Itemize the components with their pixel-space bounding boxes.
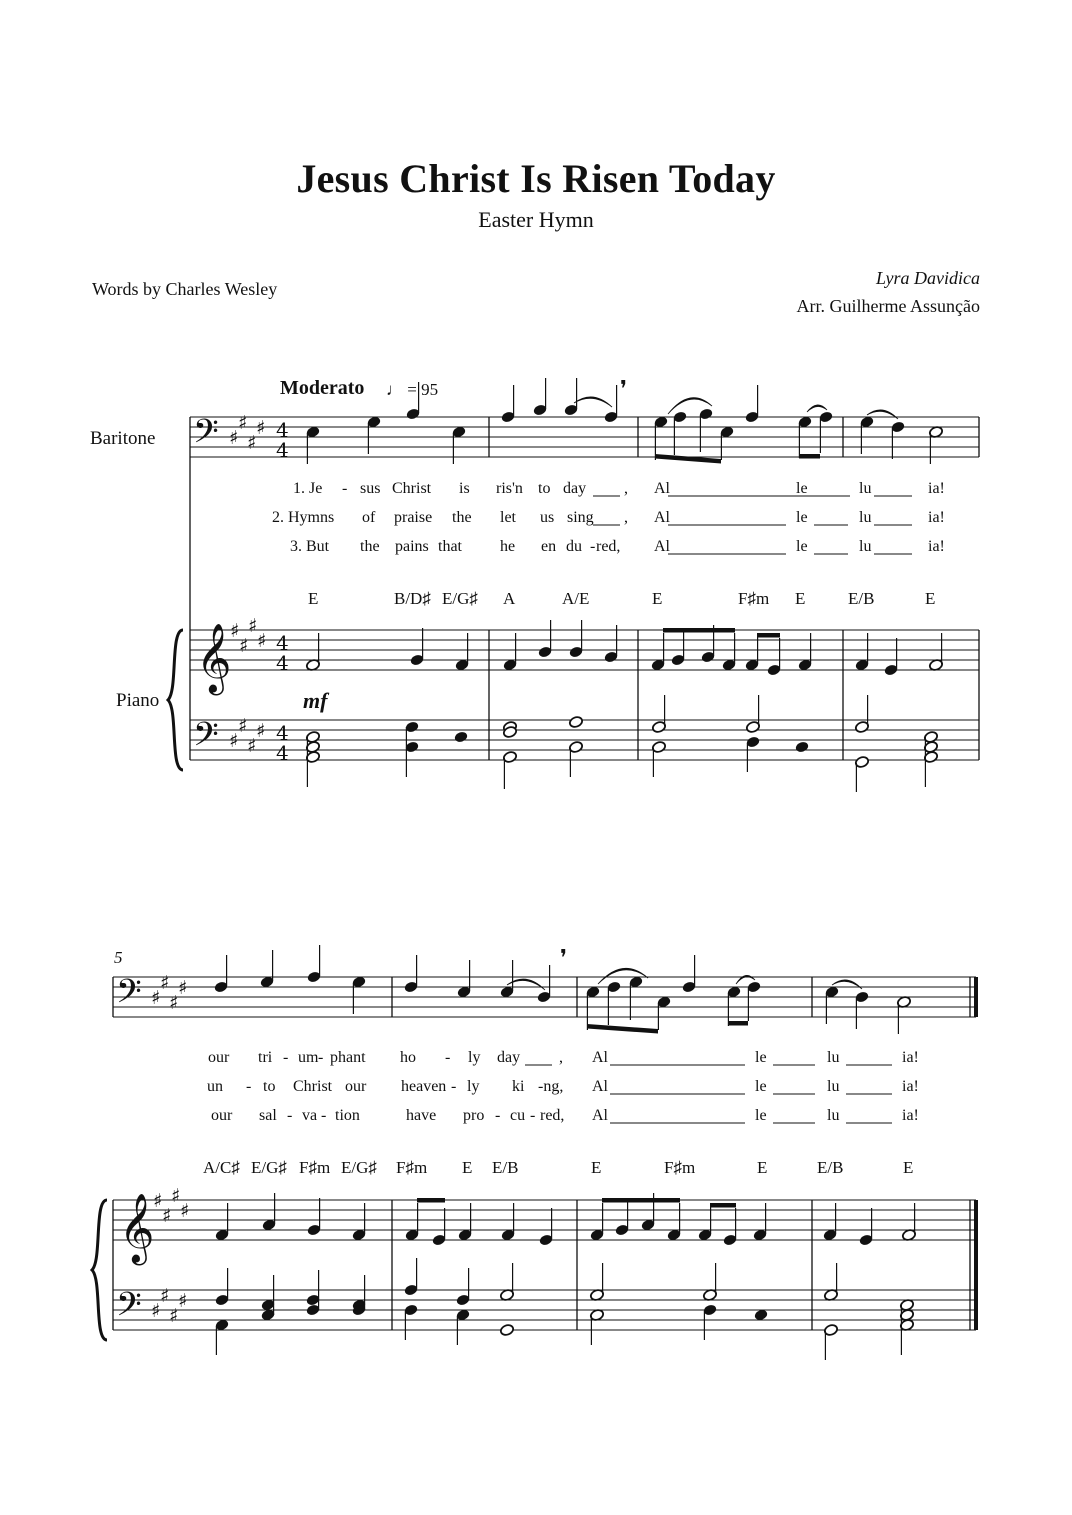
lyric-syllable: en (541, 538, 557, 555)
chord-symbol: E (925, 589, 936, 608)
lyric-syllable: du (566, 538, 582, 555)
lyric-syllable: lu (859, 509, 872, 526)
lyric-syllable: - (445, 1049, 451, 1066)
lyric-syllable: lu (827, 1078, 840, 1095)
lyric-syllable: red, (540, 1107, 565, 1124)
sharp-icon: ♯ (169, 992, 179, 1014)
metronome-value: = 95 (407, 380, 439, 399)
sharp-icon: ♯ (162, 1205, 172, 1227)
slur-curve (574, 397, 612, 407)
sharp-icon: ♯ (247, 432, 257, 454)
lyric-syllable: - (342, 480, 348, 497)
baritone-staff (190, 417, 979, 457)
lyric-syllable: day (497, 1049, 521, 1066)
lyric-syllable: tri (258, 1049, 273, 1066)
page-subtitle: Easter Hymn (478, 207, 594, 232)
chord-symbol: A/E (562, 589, 590, 608)
lyric-syllable: un (207, 1078, 223, 1095)
lyric-syllable: heaven (401, 1078, 447, 1095)
chord-symbol: E (308, 589, 319, 608)
sharp-icon: ♯ (178, 977, 188, 999)
lyric-syllable: ia! (928, 480, 945, 497)
lyric-syllable: Al (592, 1049, 608, 1066)
lyric-syllable: - (451, 1078, 457, 1095)
note-head (569, 716, 584, 729)
lyric-syllable: le (796, 509, 808, 526)
note-head (795, 741, 810, 754)
time-signature: 4 (276, 741, 289, 765)
sharp-icon: ♯ (169, 1305, 179, 1327)
lyric-syllable: Al (592, 1107, 608, 1124)
chord-symbol: E (795, 589, 806, 608)
lyric-syllable: praise (394, 509, 433, 526)
lyric-syllable: he (500, 538, 516, 555)
lyric-syllable: - (590, 538, 596, 555)
lyric-syllable: Christ (392, 480, 432, 497)
note-beam (663, 628, 735, 633)
sharp-icon: ♯ (151, 1300, 161, 1322)
sharp-icon: ♯ (239, 635, 249, 657)
lyric-syllable: ho (400, 1049, 416, 1066)
lyric-syllable: is (459, 480, 470, 497)
tempo-marking: Moderato (280, 377, 365, 399)
lyric-syllable: lu (827, 1049, 840, 1066)
sharp-icon: ♯ (247, 735, 257, 757)
lyric-syllable: cu (510, 1107, 526, 1124)
lyric-syllable: , (559, 1049, 563, 1066)
lyric-syllable: va (302, 1107, 318, 1124)
lyric-syllable: lu (827, 1107, 840, 1124)
lyric-syllable: pains (395, 538, 429, 555)
sharp-icon: ♯ (238, 412, 248, 434)
lyric-syllable: tion (335, 1107, 360, 1124)
sharp-icon: ♯ (171, 1185, 181, 1207)
time-signature: 4 (276, 651, 289, 675)
bass-clef-icon: 𝄢 (193, 716, 219, 762)
lyric-syllable: sus (360, 480, 381, 497)
sharp-icon: ♯ (230, 620, 240, 642)
lyric-syllable: - (287, 1107, 293, 1124)
treble-clef-icon: 𝄞 (119, 1193, 155, 1263)
chord-symbol: E (757, 1158, 768, 1177)
sharp-icon: ♯ (160, 1285, 170, 1307)
piano-bass-staff (113, 1290, 976, 1330)
lyric-syllable: our (208, 1049, 230, 1066)
lyric-syllable: ia! (902, 1049, 919, 1066)
note-beam (728, 1021, 748, 1026)
lyric-syllable: ia! (928, 509, 945, 526)
lyric-syllable: ia! (928, 538, 945, 555)
chord-symbol: E (462, 1158, 473, 1177)
lyric-syllable: us (540, 509, 555, 526)
lyric-syllable: Al (654, 480, 670, 497)
note-head (454, 731, 469, 744)
lyric-syllable: Al (654, 509, 670, 526)
sharp-icon: ♯ (238, 715, 248, 737)
note-beam (710, 1203, 736, 1208)
chord-symbol: E (903, 1158, 914, 1177)
chord-symbol: E/B (492, 1158, 519, 1177)
chord-symbol: E/B (817, 1158, 844, 1177)
sharp-icon: ♯ (151, 987, 161, 1009)
time-signature: 4 (276, 631, 289, 655)
lyric-syllable: , (624, 509, 628, 526)
lyric-syllable: , (624, 480, 628, 497)
chord-symbol: F♯m (299, 1158, 331, 1177)
sharp-icon: ♯ (256, 720, 266, 742)
time-signature: 4 (276, 721, 289, 745)
lyric-syllable: have (406, 1107, 437, 1124)
time-signature: 4 (276, 418, 289, 442)
chord-symbol: F♯m (396, 1158, 428, 1177)
chord-symbol: E (591, 1158, 602, 1177)
lyric-syllable: phant (330, 1049, 366, 1066)
lyric-syllable: le (796, 538, 808, 555)
piano-treble-staff (113, 1200, 976, 1240)
lyric-syllable: Al (654, 538, 670, 555)
time-signature: 4 (276, 438, 289, 462)
sharp-icon: ♯ (229, 730, 239, 752)
lyric-syllable: 3. But (290, 538, 330, 555)
sharp-icon: ♯ (256, 417, 266, 439)
chord-symbol: A (503, 589, 516, 608)
breath-mark-icon: ❜ (560, 946, 568, 971)
chord-symbol: A/C♯ (203, 1158, 240, 1177)
lyric-syllable: um (298, 1049, 319, 1066)
breath-mark-icon: ❜ (620, 377, 628, 402)
chord-symbol: E/G♯ (442, 589, 478, 608)
lyric-syllable: - (283, 1049, 289, 1066)
composer-credit: Lyra Davidica (876, 268, 980, 288)
lyric-syllable: ris'n (496, 480, 523, 497)
lyric-syllable: let (500, 509, 516, 526)
sharp-icon: ♯ (178, 1290, 188, 1312)
lyric-syllable: -ng, (538, 1078, 564, 1095)
page-title: Jesus Christ Is Risen Today (296, 156, 776, 201)
chord-symbol: F♯m (664, 1158, 696, 1177)
brace-icon (168, 630, 183, 770)
chord-symbol: E/G♯ (251, 1158, 287, 1177)
lyric-syllable: sing (567, 509, 594, 526)
chord-symbol: B/D♯ (394, 589, 431, 608)
note-beam (587, 1024, 658, 1034)
lyric-syllable: Al (592, 1078, 608, 1095)
sharp-icon: ♯ (229, 427, 239, 449)
chord-symbol: E/B (848, 589, 875, 608)
chord-symbol: E (652, 589, 663, 608)
piano-label: Piano (116, 690, 160, 711)
sharp-icon: ♯ (160, 972, 170, 994)
lyric-syllable: the (452, 509, 472, 526)
bass-clef-icon: 𝄢 (193, 413, 219, 459)
lyric-syllable: our (211, 1107, 233, 1124)
chord-symbol: E/G♯ (341, 1158, 377, 1177)
brace-icon (92, 1200, 107, 1340)
quarter-note-icon: ♩ (386, 380, 403, 399)
lyric-syllable: ia! (902, 1078, 919, 1095)
lyric-syllable: le (755, 1049, 767, 1066)
lyricist-credit: Words by Charles Wesley (92, 279, 278, 299)
lyric-syllable: le (755, 1078, 767, 1095)
arranger-credit: Arr. Guilherme Assunção (796, 296, 980, 316)
lyric-syllable: of (362, 509, 376, 526)
note-beam (417, 1198, 445, 1203)
lyric-syllable: Christ (293, 1078, 333, 1095)
note-beam (757, 633, 780, 638)
treble-clef-icon: 𝄞 (196, 623, 232, 693)
baritone-label: Baritone (90, 428, 156, 449)
lyric-syllable: day (563, 480, 587, 497)
lyric-syllable: - (318, 1049, 324, 1066)
lyric-syllable: to (538, 480, 551, 497)
sharp-icon: ♯ (248, 615, 258, 637)
lyric-syllable: ki (512, 1078, 525, 1095)
lyric-syllable: - (495, 1107, 501, 1124)
lyric-syllable: lu (859, 480, 872, 497)
lyric-syllable: ly (467, 1078, 480, 1095)
lyric-syllable: the (360, 538, 380, 555)
note-beam (799, 454, 820, 459)
lyric-syllable: that (438, 538, 462, 555)
lyric-syllable: pro (463, 1107, 485, 1124)
measure-number: 5 (114, 948, 123, 967)
lyric-syllable: - (530, 1107, 536, 1124)
slur-curve (867, 410, 898, 419)
note-beam (602, 1198, 680, 1203)
sharp-icon: ♯ (257, 630, 267, 652)
lyric-syllable: 1. Je (293, 480, 323, 497)
lyric-syllable: 2. Hymns (272, 509, 335, 526)
bass-clef-icon: 𝄢 (116, 1286, 142, 1332)
lyric-syllable: - (321, 1107, 327, 1124)
lyric-syllable: sal (259, 1107, 277, 1124)
lyric-syllable: red, (596, 538, 621, 555)
slur-curve (832, 980, 862, 989)
chord-symbol: F♯m (738, 589, 770, 608)
lyric-syllable: ia! (902, 1107, 919, 1124)
lyric-syllable: lu (859, 538, 872, 555)
lyric-syllable: - (246, 1078, 252, 1095)
bass-clef-icon: 𝄢 (116, 973, 142, 1019)
lyric-syllable: ly (468, 1049, 481, 1066)
sharp-icon: ♯ (180, 1200, 190, 1222)
lyric-syllable: le (755, 1107, 767, 1124)
slur-curve (807, 405, 827, 412)
dynamic-mark: mf (303, 688, 328, 713)
sharp-icon: ♯ (153, 1190, 163, 1212)
note-head (500, 1324, 515, 1337)
lyric-syllable: our (345, 1078, 367, 1095)
lyric-syllable: to (263, 1078, 276, 1095)
lyric-syllable: le (796, 480, 808, 497)
note-beam (655, 454, 721, 464)
